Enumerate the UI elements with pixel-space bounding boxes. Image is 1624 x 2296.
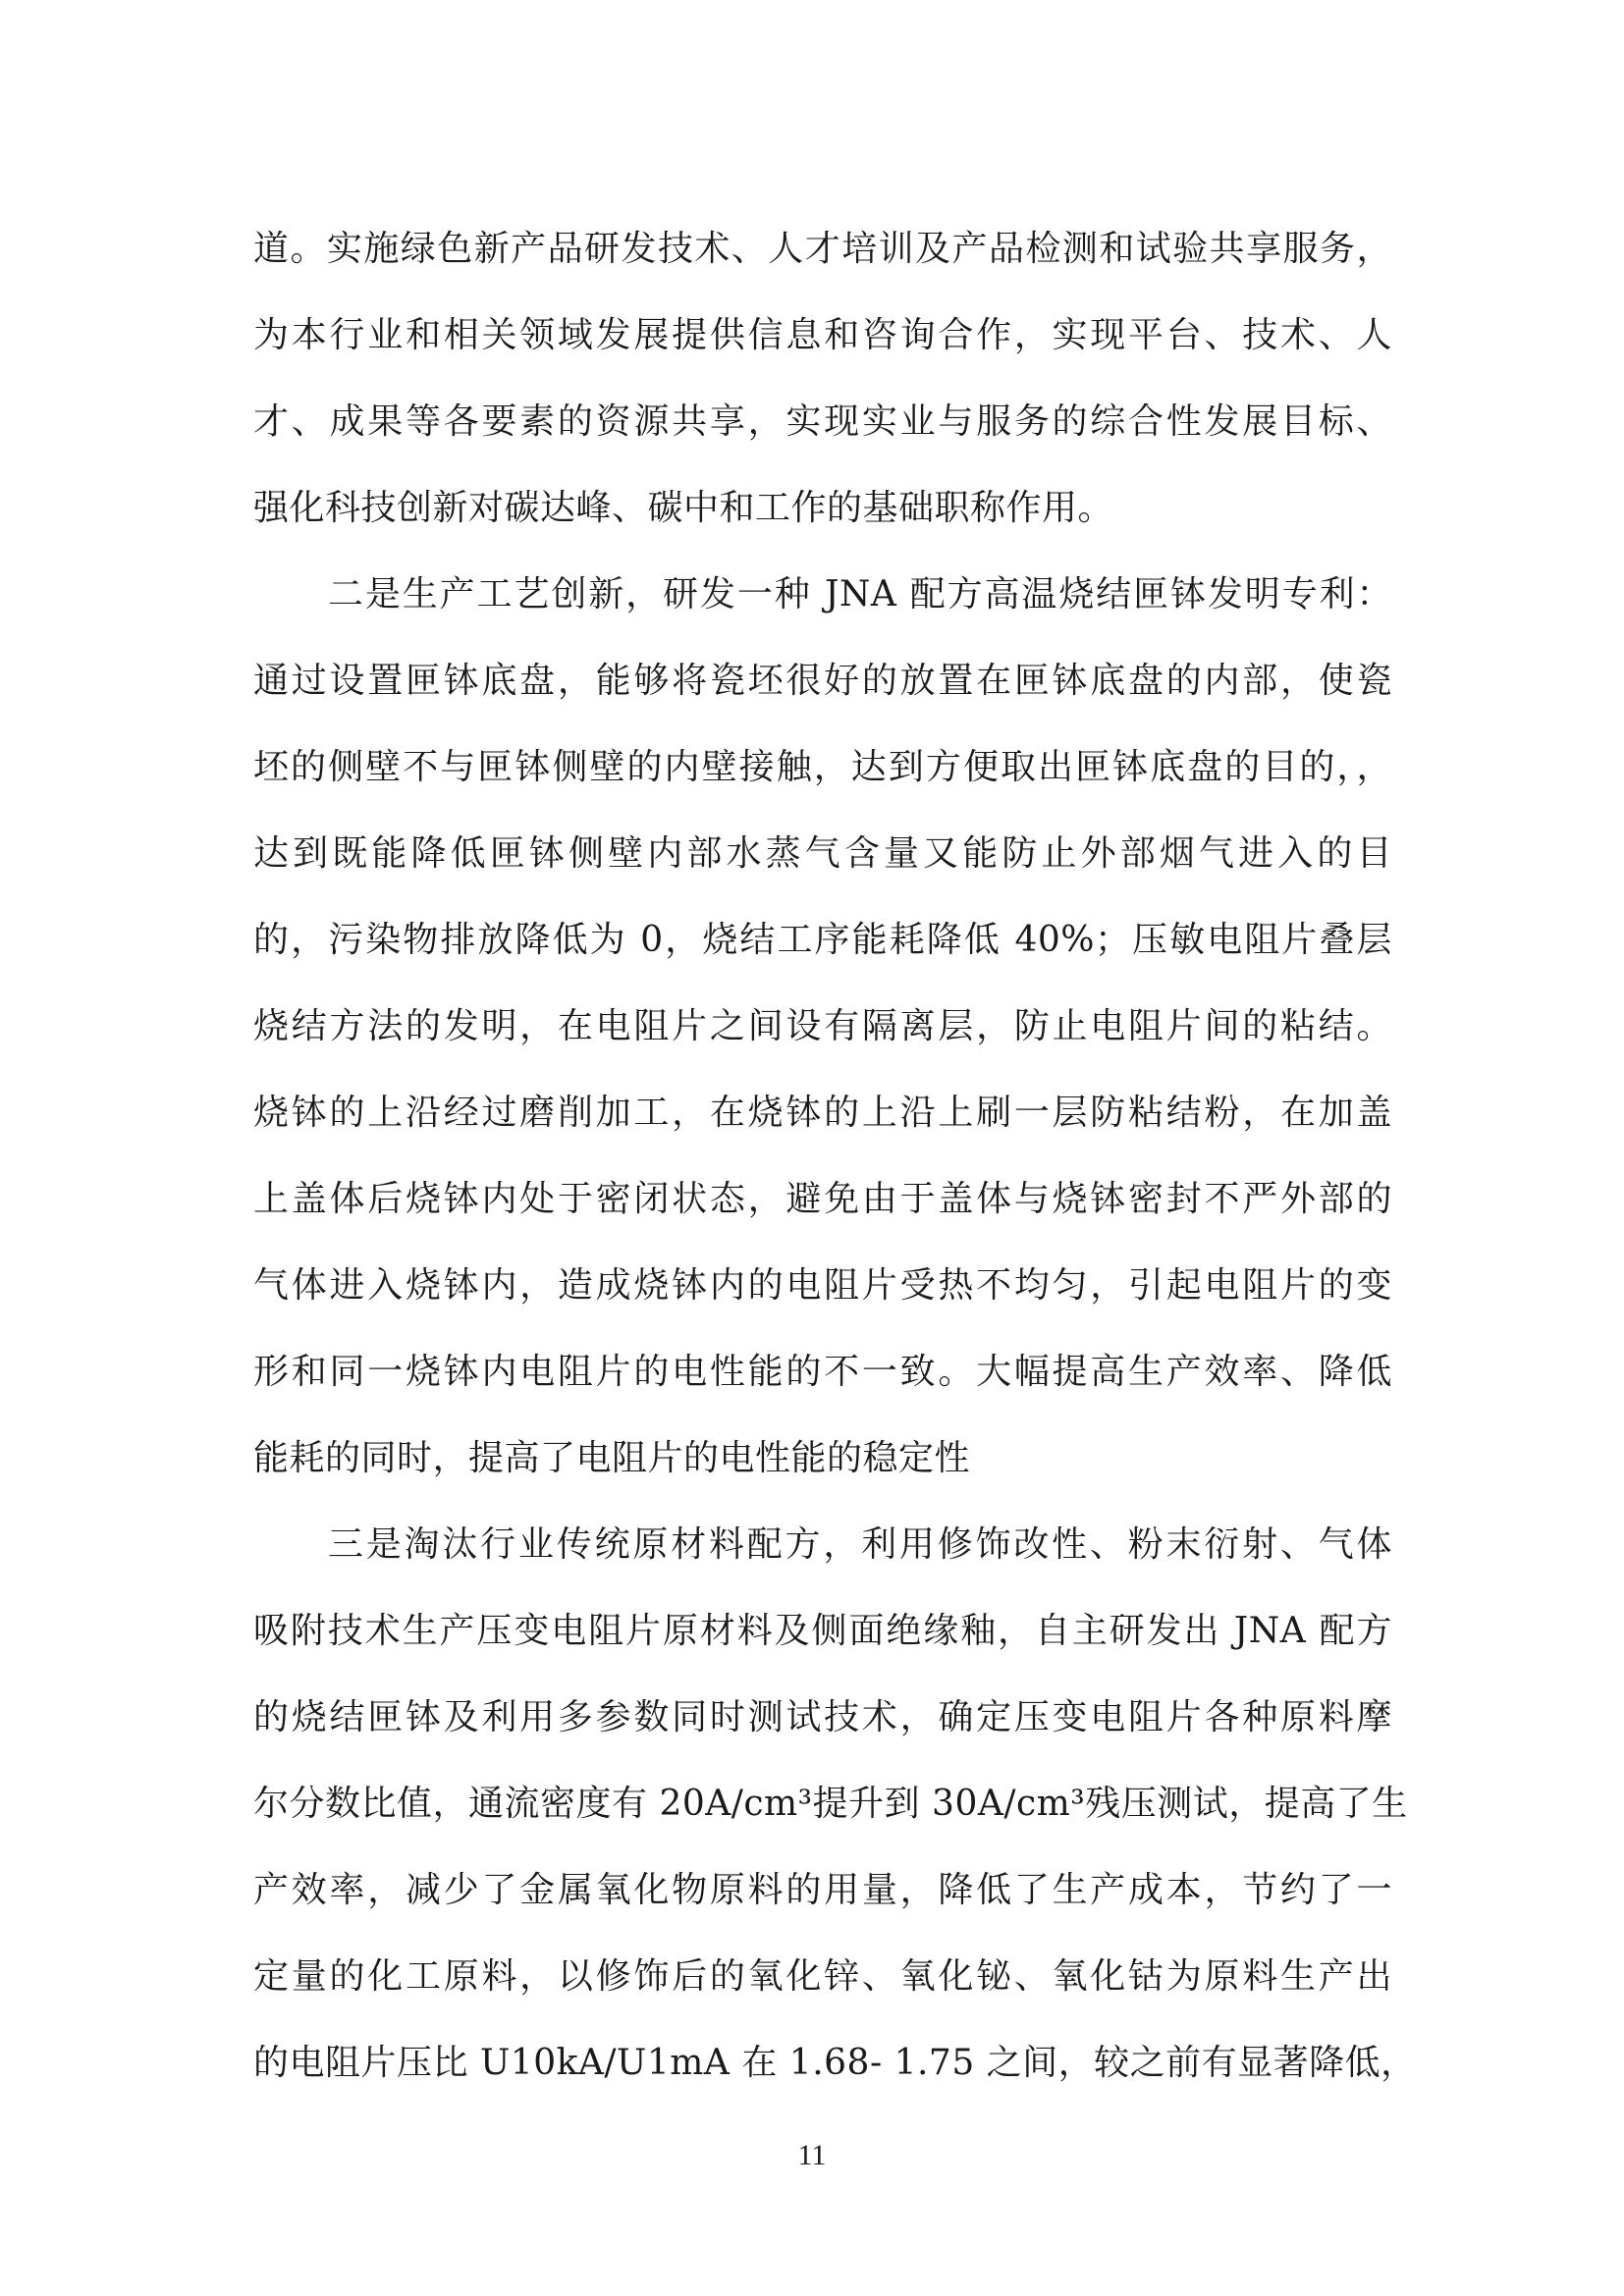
paragraph-line: 烧结方法的发明，在电阻片之间设有隔离层，防止电阻片间的粘结。 xyxy=(253,1006,1392,1046)
paragraph-line: 上盖体后烧钵内处于密闭状态，避免由于盖体与烧钵密封不严外部的 xyxy=(253,1179,1392,1219)
paragraph-line: 产效率，减少了金属氧化物原料的用量，降低了生产成本，节约了一 xyxy=(253,1870,1392,1910)
paragraph-line: 三是淘汰行业传统原材料配方，利用修饰改性、粉末衍射、气体 xyxy=(328,1524,1392,1565)
paragraph-line: 强化科技创新对碳达峰、碳中和工作的基础职称作用。 xyxy=(253,488,1114,528)
paragraph-line: 道。实施绿色新产品研发技术、人才培训及产品检测和试验共享服务， xyxy=(253,229,1392,269)
paragraph xyxy=(253,1502,1417,2107)
paragraph-line: 能耗的同时，提高了电阻片的电性能的稳定性 xyxy=(253,1438,971,1478)
paragraph-line: 形和同一烧钵内电阻片的电性能的不一致。大幅提高生产效率、降低 xyxy=(253,1352,1392,1392)
paragraph xyxy=(253,206,1392,552)
paragraph-line: 尔分数比值，通流密度有 20A/cm³提升到 30A/cm³残压测试，提高了生 xyxy=(253,1784,1408,1824)
paragraph-line: 坯的侧壁不与匣钵侧壁的内壁接触，达到方便取出匣钵底盘的目的，， xyxy=(253,747,1392,787)
page-number: 11 xyxy=(797,2139,827,2171)
paragraph-line: 烧钵的上沿经过磨削加工，在烧钵的上沿上刷一层防粘结粉，在加盖 xyxy=(253,1093,1392,1133)
paragraph-line: 吸附技术生产压变电阻片原材料及侧面绝缘釉，自主研发出 JNA 配方 xyxy=(253,1611,1392,1651)
paragraph-line: 气体进入烧钵内，造成烧钵内的电阻片受热不均匀，引起电阻片的变 xyxy=(253,1265,1392,1306)
paragraph-line: 的烧结匣钵及利用多参数同时测试技术，确定压变电阻片各种原料摩 xyxy=(253,1697,1392,1737)
paragraph-line: 二是生产工艺创新，研发一种 JNA 配方高温烧结匣钵发明专利： xyxy=(328,574,1392,614)
body-text xyxy=(253,206,1417,2107)
paragraph-line: 的，污染物排放降低为 0，烧结工序能耗降低 40%；压敏电阻片叠层 xyxy=(253,920,1392,960)
paragraph-line: 定量的化工原料，以修饰后的氧化锌、氧化铋、氧化钴为原料生产出 xyxy=(253,1956,1392,1997)
paragraph-line: 为本行业和相关领域发展提供信息和咨询合作，实现平台、技术、人 xyxy=(253,315,1392,355)
paragraph-line: 才、成果等各要素的资源共享，实现实业与服务的综合性发展目标、 xyxy=(253,401,1392,442)
paragraph-line: 通过设置匣钵底盘，能够将瓷坯很好的放置在匣钵底盘的内部，使瓷 xyxy=(253,661,1392,701)
paragraph xyxy=(253,552,1392,1502)
paragraph-line: 的电阻片压比 U10kA/U1mA 在 1.68- 1.75 之间，较之前有显著降低， xyxy=(253,2043,1417,2083)
paragraph-line: 达到既能降低匣钵侧壁内部水蒸气含量又能防止外部烟气进入的目 xyxy=(253,833,1392,874)
